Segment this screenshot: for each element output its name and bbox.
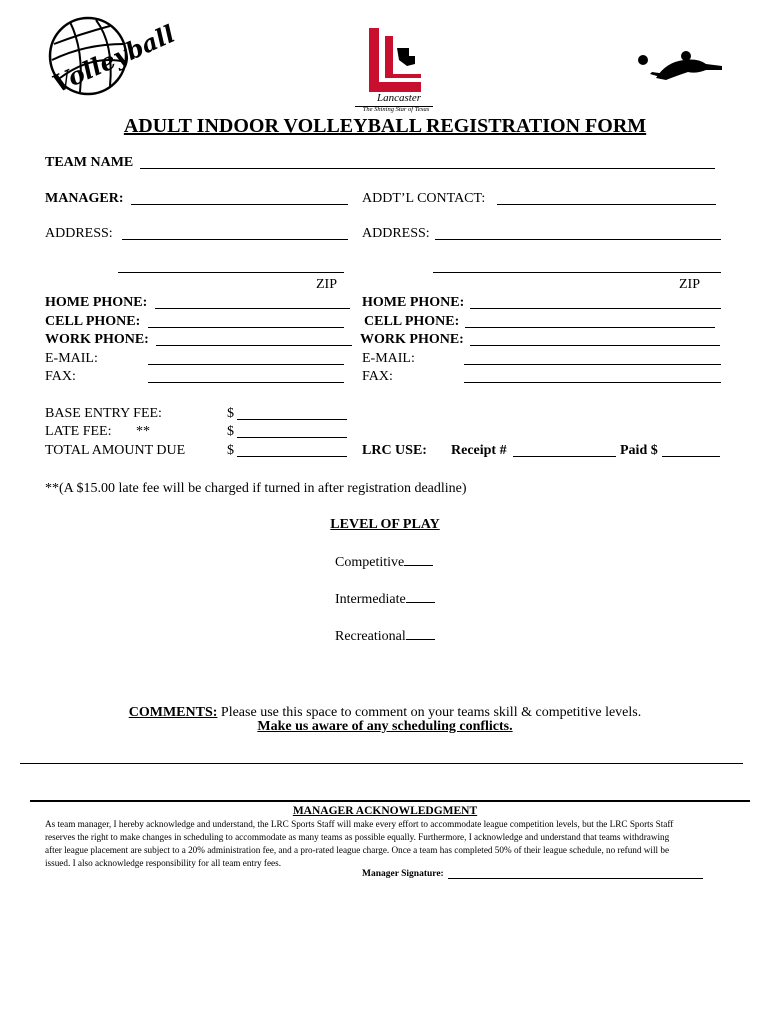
acknowledgment-text <box>45 818 673 870</box>
contact-email-label: E-MAIL: <box>362 351 415 366</box>
player-diving-icon <box>636 48 726 88</box>
late-fee-field[interactable] <box>237 437 347 438</box>
manager-work-phone-label: WORK PHONE: <box>45 332 149 347</box>
manager-signature-field[interactable] <box>448 878 703 879</box>
acknowledgment-line: reserves the right to make changes in scheduling to accommodate as many teams as possible equally. Furthermore, I acknowledge and understand that teams withdrawing <box>45 832 670 842</box>
manager-address-label: ADDRESS: <box>45 226 113 241</box>
late-fee-dollar: $ <box>227 424 234 439</box>
level-option-intermediate[interactable] <box>335 590 435 608</box>
lancaster-logo <box>355 26 435 116</box>
contact-email-field[interactable] <box>464 364 721 365</box>
manager-email-label: E-MAIL: <box>45 351 98 366</box>
contact-home-phone-field[interactable] <box>470 308 721 309</box>
addtl-contact-label: ADDT’L CONTACT: <box>362 191 486 206</box>
contact-zip-label: ZIP <box>679 277 700 292</box>
level-option-label: Intermediate <box>335 592 406 607</box>
paid-label: Paid $ <box>620 443 658 458</box>
team-name-label: TEAM NAME <box>45 155 134 170</box>
level-option-label: Recreational <box>335 629 406 644</box>
manager-work-phone-field[interactable] <box>156 345 352 346</box>
acknowledgment-heading: MANAGER ACKNOWLEDGMENT <box>292 805 478 817</box>
contact-home-phone-label: HOME PHONE: <box>362 295 465 310</box>
manager-address-field[interactable] <box>122 239 348 240</box>
volleyball-player-graphic <box>636 48 726 88</box>
form-title: ADULT INDOOR VOLLEYBALL REGISTRATION FORM <box>123 115 647 137</box>
contact-cell-phone-field[interactable] <box>465 327 715 328</box>
volleyball-logo <box>40 14 179 114</box>
level-option-label: Competitive <box>335 555 405 570</box>
manager-fax-label: FAX: <box>45 369 76 384</box>
lrc-use-label: LRC USE: <box>362 443 427 458</box>
manager-cell-phone-field[interactable] <box>148 327 344 328</box>
manager-label: MANAGER: <box>45 191 124 206</box>
base-entry-fee-label: BASE ENTRY FEE: <box>45 406 162 421</box>
manager-cell-phone-label: CELL PHONE: <box>45 314 141 329</box>
late-fee-note: **(A $15.00 late fee will be charged if turned in after registration deadline) <box>45 481 467 496</box>
contact-cell-phone-label: CELL PHONE: <box>364 314 460 329</box>
total-amount-due-label: TOTAL AMOUNT DUE <box>45 443 186 458</box>
level-checkbox-line[interactable] <box>404 553 433 566</box>
level-checkbox-line[interactable] <box>406 590 435 603</box>
acknowledgment-line: issued. I also acknowledge responsibility for all team entry fees. <box>45 858 281 868</box>
base-entry-fee-field[interactable] <box>237 419 347 420</box>
contact-address-label: ADDRESS: <box>362 226 430 241</box>
total-amount-due-field[interactable] <box>237 456 347 457</box>
acknowledgment-line: As team manager, I hereby acknowledge and understand, the LRC Sports Staff will make every effort to accommodate league competition levels, but the LRC Sports Staff <box>45 819 674 829</box>
contact-address-line2-field[interactable] <box>433 272 721 273</box>
total-amount-due-dollar: $ <box>227 443 234 458</box>
acknowledgment-line: after league placement are subject to a 20% administration fee, and a pro-rated league charge. Once a team has completed 50% of their league schedule, no refund will be <box>45 845 670 855</box>
comments-field[interactable] <box>20 763 743 764</box>
manager-zip-label: ZIP <box>316 277 337 292</box>
manager-fax-field[interactable] <box>148 382 344 383</box>
late-fee-label: LATE FEE: <box>45 424 112 439</box>
lancaster-l-logo-icon <box>355 26 435 96</box>
manager-home-phone-label: HOME PHONE: <box>45 295 148 310</box>
contact-address-field[interactable] <box>435 239 721 240</box>
paid-amount-field[interactable] <box>662 456 720 457</box>
acknowledgment-divider <box>30 800 750 802</box>
level-of-play-heading: LEVEL OF PLAY <box>330 517 440 532</box>
base-entry-fee-dollar: $ <box>227 406 234 421</box>
contact-work-phone-field[interactable] <box>470 345 720 346</box>
level-option-competitive[interactable] <box>335 553 433 571</box>
contact-work-phone-label: WORK PHONE: <box>360 332 464 347</box>
manager-signature-label: Manager Signature: <box>362 869 444 879</box>
team-name-field[interactable] <box>140 168 715 169</box>
receipt-label: Receipt # <box>451 443 507 458</box>
level-checkbox-line[interactable] <box>406 627 435 640</box>
comments-text: Please use this space to comment on your teams skill & competitive levels. <box>217 705 642 720</box>
lancaster-name: Lancaster <box>377 92 421 104</box>
manager-email-field[interactable] <box>148 364 344 365</box>
lancaster-tagline: The Shining Star of Texas <box>362 106 430 113</box>
contact-fax-label: FAX: <box>362 369 393 384</box>
manager-field[interactable] <box>131 204 348 205</box>
receipt-number-field[interactable] <box>513 456 616 457</box>
volleyball-logo-text: Volleyball <box>48 18 179 99</box>
level-option-recreational[interactable] <box>335 627 435 645</box>
manager-home-phone-field[interactable] <box>155 308 350 309</box>
manager-address-line2-field[interactable] <box>118 272 344 273</box>
addtl-contact-field[interactable] <box>497 204 716 205</box>
comments-subtext: Make us aware of any scheduling conflicts. <box>257 719 513 734</box>
late-fee-marker: ** <box>136 424 150 439</box>
comments-label: COMMENTS: <box>128 705 218 720</box>
contact-fax-field[interactable] <box>464 382 721 383</box>
